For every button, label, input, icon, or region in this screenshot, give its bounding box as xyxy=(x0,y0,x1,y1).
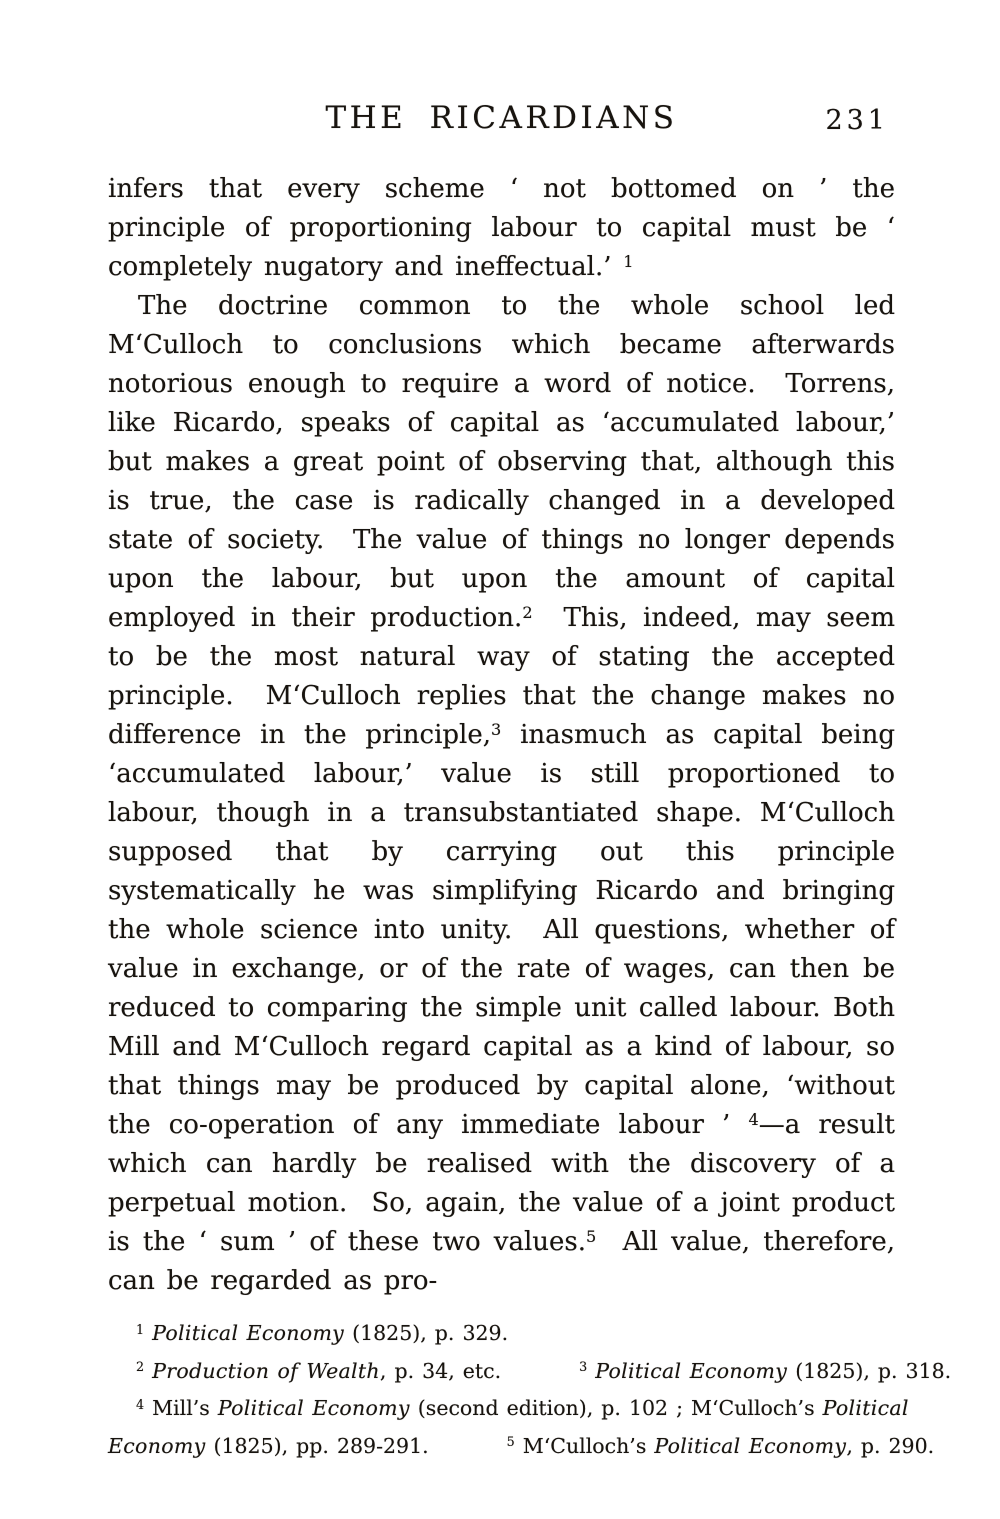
text-run: infers that every scheme ‘ not bottomed on ’ the principle of proportioning labour to capital must be ‘ completely nugatory and ineffectual.’ xyxy=(108,174,895,282)
footnote-marker: 5 xyxy=(506,1434,515,1450)
footnote-line xyxy=(108,1390,909,1428)
footnote-marker: 1 xyxy=(623,252,634,272)
text-run: , p. 290. xyxy=(846,1433,935,1458)
footnote-marker: 1 xyxy=(136,1321,145,1337)
text-run: M‘Culloch’s xyxy=(514,1433,655,1458)
book-title-italic: Political Economy xyxy=(217,1396,410,1420)
text-run: —a result which can hardly be realised with the discovery of a perpetual motion. So, again, the value of a joint product is the ‘ sum ’ of these two values. xyxy=(108,1110,895,1257)
footnote-line xyxy=(108,1315,895,1353)
footnote-marker: 4 xyxy=(748,1110,759,1130)
text-run: (1825), p. 318. xyxy=(787,1358,952,1383)
page-number: 231 xyxy=(825,105,889,136)
running-title: THE RICARDIANS xyxy=(325,100,678,136)
footnote-marker: 2 xyxy=(522,603,533,623)
book-title-italic: Political Economy xyxy=(152,1321,345,1345)
footnote-line xyxy=(108,1428,935,1466)
text-run: inasmuch as capital being ‘accumulated labour,’ value is still proportioned to labour, though in a transubstantiated shape. M‘Culloch supposed that by carrying out this principle systematically he was simplifying Ricardo and bringing the whole science into unity. All questions, whether of value in exchange, or of the rate of wages, can then be reduced to comparing the simple unit called labour. Both Mill and M‘Culloch regard capital as a kind of labour, so that things may be produced by capital alone, ‘without the co-operation of any immediate labour ’ xyxy=(108,720,895,1140)
book-title-italic: Political Economy xyxy=(654,1433,847,1458)
footnotes xyxy=(108,1315,952,1465)
footnote-marker: 4 xyxy=(136,1396,145,1412)
text-run: The doctrine common to the whole school led M‘Culloch to conclusions which became afterwards notorious enough to require a word of notice. Torrens, like Ricardo, speaks of capital as ‘accumulated labour,’ but makes a great point of observing that, although this is true, the case is radically changed in a developed state of society. The value of things no longer depends upon the labour, but upon the amount of capital employed in their production. xyxy=(108,291,895,633)
book-title-italic: Political Economy xyxy=(595,1358,788,1383)
text-run: This, indeed, may seem to be the most natural way of stating the accepted principle. M‘Culloch replies that the change makes no difference in the principle, xyxy=(108,603,895,750)
text-run: Mill’s xyxy=(144,1396,218,1420)
body-text xyxy=(108,170,895,1301)
text-run xyxy=(144,1321,152,1345)
text-run: All value, therefore, can be regarded as pro- xyxy=(108,1227,895,1296)
book-title-italic: Production of Wealth xyxy=(152,1358,380,1383)
text-run: (1825), p. 329. xyxy=(344,1321,509,1345)
page-header xyxy=(108,100,895,146)
book-title-italic: Political xyxy=(822,1396,909,1420)
text-run: (1825), pp. 289-291. xyxy=(205,1433,429,1458)
footnote-marker: 3 xyxy=(579,1359,588,1375)
footnote-marker: 3 xyxy=(491,720,502,740)
footnote-marker: 2 xyxy=(136,1359,145,1375)
footnote-marker: 5 xyxy=(586,1227,597,1247)
text-run: , p. 34, etc. xyxy=(379,1358,502,1383)
text-run xyxy=(144,1359,152,1383)
paragraph xyxy=(108,170,895,287)
text-run: (second edition), p. 102 ; M‘Culloch’s xyxy=(409,1396,823,1420)
paragraph xyxy=(108,287,895,1301)
book-title-italic: Economy xyxy=(108,1433,206,1458)
footnote-line xyxy=(108,1353,952,1391)
